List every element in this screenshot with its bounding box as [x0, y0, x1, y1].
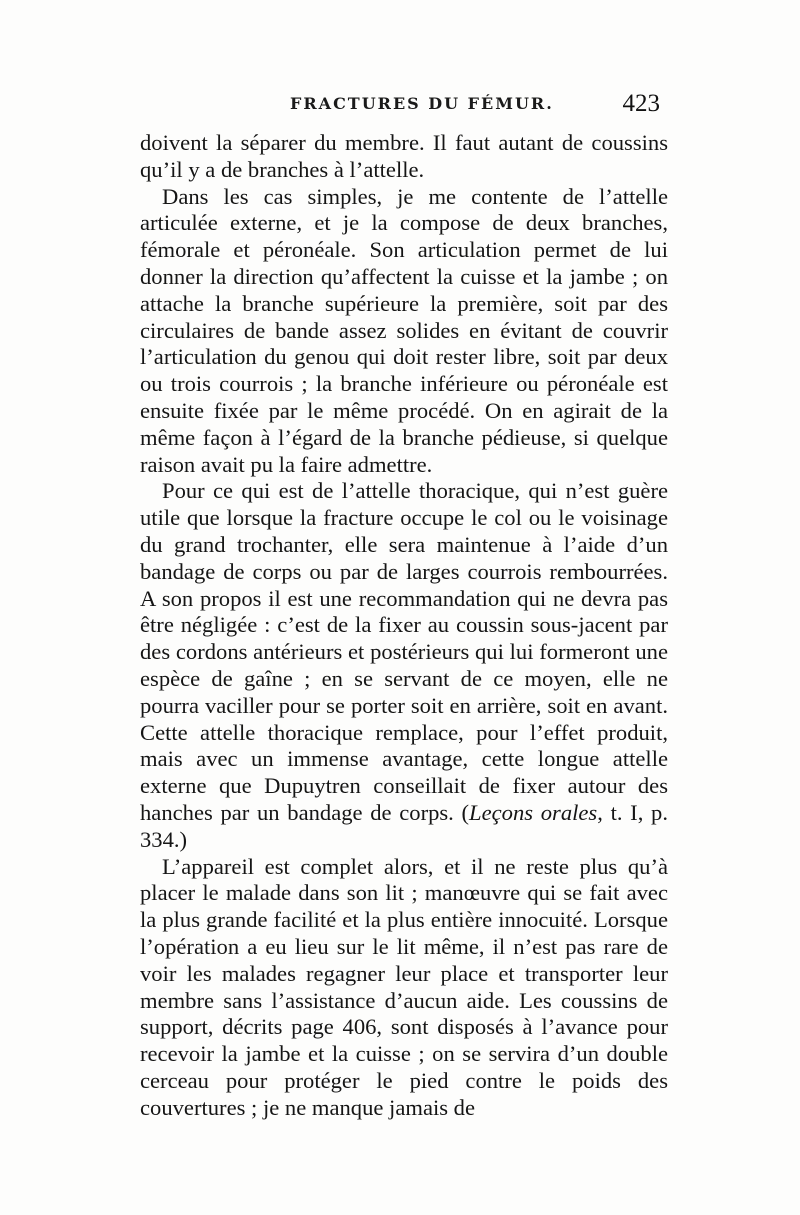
body-text — [140, 130, 668, 1121]
paragraph-2: Dans les cas simples, je me contente de l’attelle articulée externe, et je la compose de deux branches, fémorale et péronéale. Son articulation permet de lui donner la direction qu’affectent la cuisse et la jambe ; on attache la branche supérieure la première, soit par des circulaires de bande assez solides en évitant de couvrir l’articulation du genou qui doit rester libre, soit par deux ou trois courrois ; la branche inférieure ou péronéale est ensuite fixée par le même procédé. On en agirait de la même façon à l’égard de la branche pédieuse, si quelque raison avait pu la faire admettre. — [140, 183, 668, 477]
paragraph-4: L’appareil est complet alors, et il ne reste plus qu’à placer le malade dans son lit ; manœuvre qui se fait avec la plus grande facilité et la plus entière innocuité. Lorsque l’opération a eu lieu sur le lit même, il n’est pas rare de voir les malades regagner leur place et transporter leur membre sans l’assistance d’aucun aide. Les coussins de support, décrits page 406, sont disposés à l’avance pour recevoir la jambe et la cuisse ; on se servira d’un double cerceau pour protéger le pied contre le poids des couvertures ; je ne manque jamais de — [140, 853, 668, 1120]
page-header — [140, 90, 660, 126]
page-number: 423 — [622, 90, 660, 117]
paragraph-1: doivent la séparer du membre. Il faut autant de coussins qu’il y a de branches à l’attelle. — [140, 130, 668, 182]
paragraph-3 — [140, 478, 668, 853]
citation-title: Leçons orales — [469, 799, 598, 825]
running-title: FRACTURES DU FÉMUR. — [290, 94, 554, 113]
paragraph-3-citation-end: , t. I, p. 334.) — [140, 799, 668, 852]
paragraph-3-text: Pour ce qui est de l’attelle thoracique, qui n’est guère utile que lorsque la fracture occupe le col ou le voisinage du grand trochanter, elle sera maintenue à l’aide d’un bandage de corps ou par de larges courrois rembourrées. A son propos il est une recommandation qui ne devra pas être négligée : c’est de la fixer au coussin sous-jacent par des cordons antérieurs et postérieurs qui lui formeront une espèce de gaîne ; en se servant de ce moyen, elle ne pourra vaciller pour se porter soit en arrière, soit en avant. Cette attelle thoracique remplace, pour l’effet produit, mais avec un immense avantage, cette longue attelle externe que Dupuytren conseillait de fixer autour des hanches par un bandage de corps. ( — [140, 478, 668, 825]
